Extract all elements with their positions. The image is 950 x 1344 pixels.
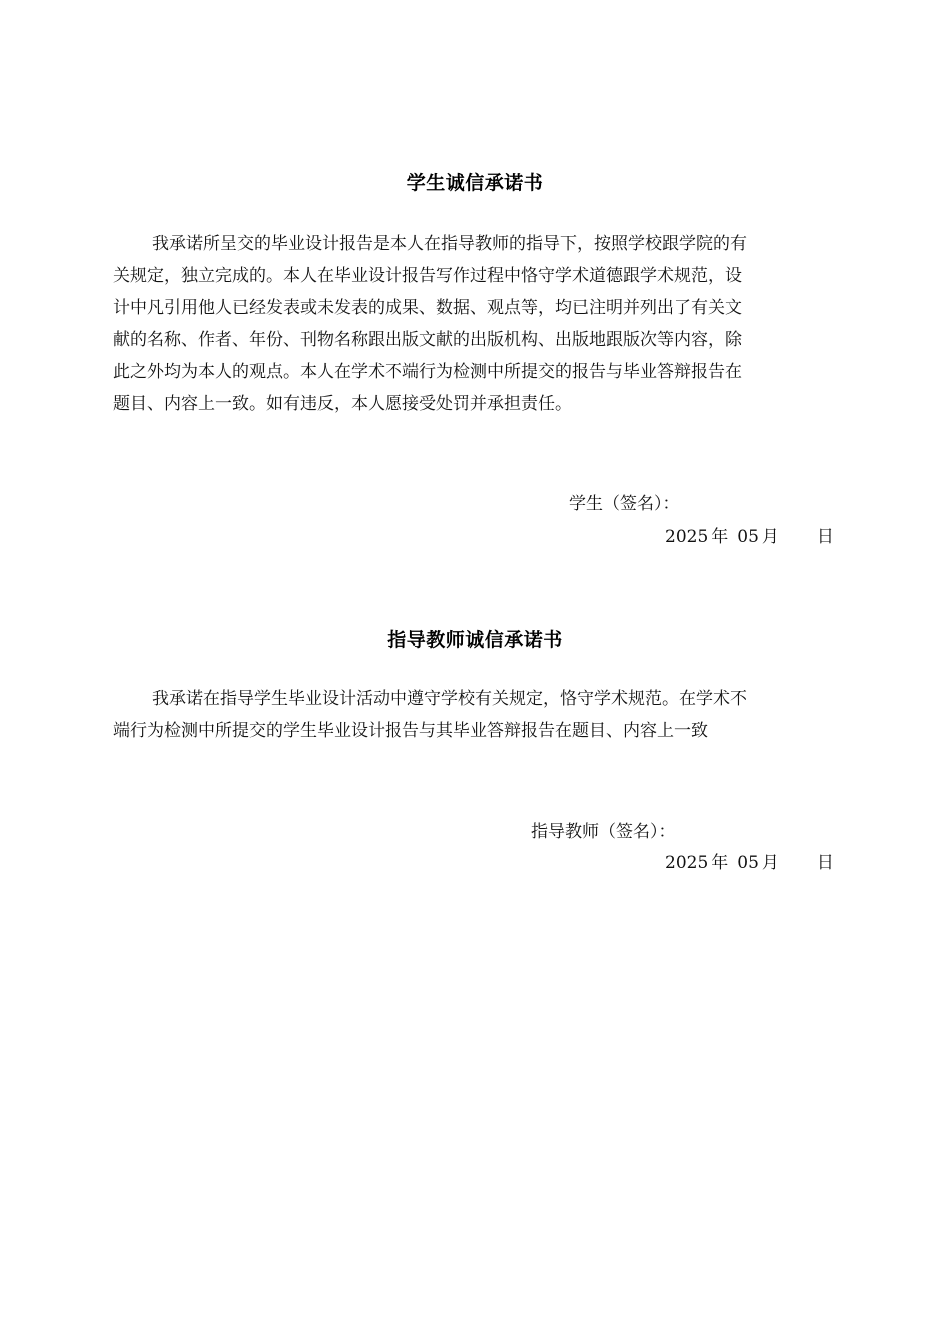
student-pledge-title: 学生诚信承诺书 — [406, 172, 544, 194]
student-pledge-line: 我承诺所呈交的毕业设计报告是本人在指导教师的指导下，按照学校跟学院的有 — [152, 234, 747, 254]
date-month: 05 — [737, 527, 759, 547]
student-signature-date — [665, 522, 834, 547]
student-signature-label: 学生（签名）： — [569, 494, 680, 514]
date-month: 05 — [737, 853, 759, 873]
date-day-unit: 日 — [816, 527, 834, 547]
student-pledge-line: 关规定，独立完成的。本人在毕业设计报告写作过程中恪守学术道德跟学术规范，设 — [113, 266, 742, 286]
advisor-pledge-line: 端行为检测中所提交的学生毕业设计报告与其毕业答辩报告在题目、内容上一致 — [113, 721, 708, 741]
advisor-signature-label: 指导教师（签名）： — [531, 822, 676, 842]
date-day-unit: 日 — [816, 853, 834, 873]
date-year-unit: 年 — [711, 527, 729, 547]
date-year-unit: 年 — [711, 853, 729, 873]
advisor-pledge-title: 指导教师诚信承诺书 — [387, 629, 563, 651]
student-pledge-line: 计中凡引用他人已经发表或未发表的成果、数据、观点等，均已注明并列出了有关文 — [113, 298, 742, 318]
student-pledge-line: 此之外均为本人的观点。本人在学术不端行为检测中所提交的报告与毕业答辩报告在 — [113, 362, 742, 382]
advisor-pledge-line: 我承诺在指导学生毕业设计活动中遵守学校有关规定，恪守学术规范。在学术不 — [152, 689, 747, 709]
date-year: 2025 — [665, 527, 709, 547]
student-pledge-line: 题目、内容上一致。如有违反，本人愿接受处罚并承担责任。 — [113, 394, 572, 414]
date-year: 2025 — [665, 853, 709, 873]
student-pledge-line: 献的名称、作者、年份、刊物名称跟出版文献的出版机构、出版地跟版次等内容，除 — [113, 330, 742, 350]
date-month-unit: 月 — [761, 853, 779, 873]
advisor-signature-date — [665, 848, 834, 873]
date-month-unit: 月 — [761, 527, 779, 547]
